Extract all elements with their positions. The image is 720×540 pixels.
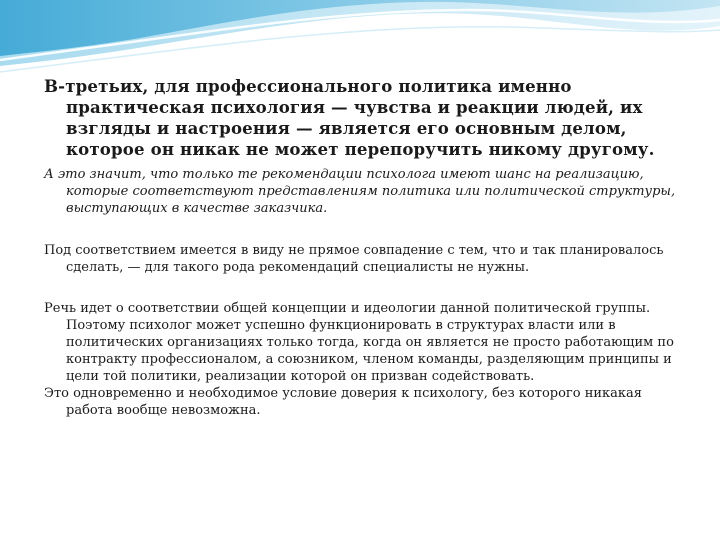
paragraph-thirdly: В-третьих, для профессионального политика именно практическая психология — чувства и реакции людей, их взгляды и настроения — является его основным делом, которое он никак не может перепоручить никому другому. (44, 76, 655, 159)
paragraph-correspondence: Под соответствием имеется в виду не прямое совпадение с тем, что и так планировалось сделать, — для такого рода рекомендаций специалисты не нужны. (44, 243, 664, 275)
paragraph-recommendations: А это значит, что только те рекомендации психолога имеют шанс на реализацию, которые соответствуют представлениям политика или политической структуры, выступающих в качестве заказчика. (44, 167, 676, 216)
paragraph-concept: Речь идет о соответствии общей концепции и идеологии данной политической группы. Поэтому психолог может успешно функционировать в структурах власти или в политических организациях только тогда, когда он является не просто работающим по контракту профессионалом, а союзником, членом команды, разделяющим принципы и цели той политики, реализации которой он призван содействовать. (44, 301, 674, 384)
paragraph-trust: Это одновременно и необходимое условие доверия к психологу, без которого никакая работа вообще невозможна. (44, 386, 642, 418)
slide-content (44, 76, 684, 419)
